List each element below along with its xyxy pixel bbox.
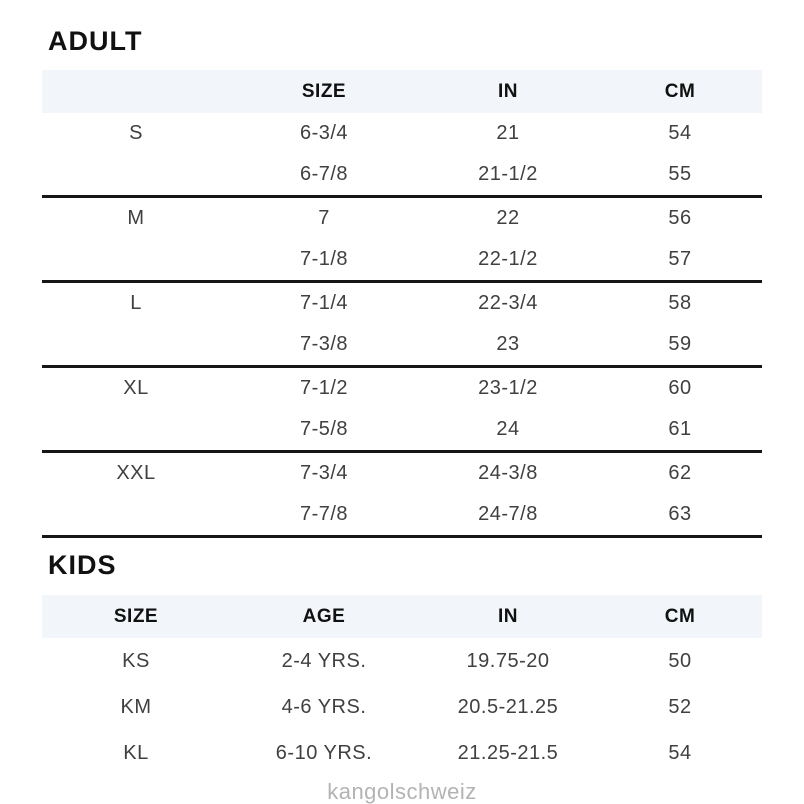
size-label-cell: KS [122,649,150,672]
kids-size-table [42,595,762,776]
adult-column-header-blank [42,70,230,113]
cm-value-cell: 54 [668,741,692,764]
table-row [42,282,762,325]
table-row [42,154,762,197]
size-label-cell: XXL [116,462,156,484]
age-value-cell: 6-10 YRS. [275,741,373,764]
size-label-cell: KM [120,695,152,718]
size-value-cell: 7-1/2 [299,377,349,399]
adult-size-table [42,70,762,538]
cm-value-cell: 50 [668,649,692,672]
table-row [42,684,762,730]
table-row [42,197,762,240]
cm-value-cell: 54 [668,122,692,144]
cm-value-cell: 52 [668,695,692,718]
in-value-cell: 24 [418,409,598,452]
kids-header-row [42,595,762,638]
cm-value-cell: 59 [598,324,762,367]
in-value-cell: 21.25-21.5 [457,741,559,764]
in-value-cell: 22-3/4 [478,292,538,314]
cm-value-cell: 63 [598,494,762,537]
kids-column-header-size: SIZE [42,595,230,638]
age-value-cell: 2-4 YRS. [281,649,367,672]
watermark: kangolschweiz [327,779,477,804]
size-value-cell: 7-3/4 [299,462,349,484]
size-label-cell [42,494,230,537]
size-label-cell: L [130,292,142,314]
size-value-cell: 7-1/8 [230,239,418,282]
size-value-cell: 7-7/8 [230,494,418,537]
size-label-cell [42,239,230,282]
size-label-cell [42,154,230,197]
kids-section-title: KIDS [48,550,117,580]
table-row [42,638,762,684]
size-value-cell: 6-7/8 [230,154,418,197]
adult-column-header-cm: CM [598,70,762,113]
adult-section-title: ADULT [48,26,143,56]
in-value-cell: 23 [418,324,598,367]
size-label-cell [42,409,230,452]
kids-column-header-age: AGE [230,595,418,638]
in-value-cell: 22 [496,207,520,229]
in-value-cell: 22-1/2 [418,239,598,282]
table-row [42,239,762,282]
size-value-cell: 6-3/4 [299,122,349,144]
table-row [42,494,762,537]
table-row [42,113,762,154]
in-value-cell: 21-1/2 [418,154,598,197]
table-row [42,324,762,367]
size-label-cell: S [129,122,143,144]
cm-value-cell: 57 [598,239,762,282]
age-value-cell: 4-6 YRS. [281,695,367,718]
in-value-cell: 21 [496,122,520,144]
cm-value-cell: 58 [668,292,692,314]
size-label-cell: XL [123,377,149,399]
cm-value-cell: 60 [668,377,692,399]
size-value-cell: 7-1/4 [299,292,349,314]
table-row [42,730,762,776]
in-value-cell: 23-1/2 [478,377,538,399]
in-value-cell: 24-3/8 [478,462,538,484]
kids-column-header-cm: CM [598,595,762,638]
in-value-cell: 19.75-20 [466,649,550,672]
table-row [42,409,762,452]
cm-value-cell: 61 [598,409,762,452]
adult-column-header-size: SIZE [230,70,418,113]
table-row [42,452,762,495]
in-value-cell: 20.5-21.25 [457,695,559,718]
cm-value-cell: 62 [668,462,692,484]
cm-value-cell: 55 [598,154,762,197]
table-row [42,367,762,410]
adult-column-header-in: IN [418,70,598,113]
adult-header-row [42,70,762,113]
in-value-cell: 24-7/8 [418,494,598,537]
cm-value-cell: 56 [668,207,692,229]
size-value-cell: 7 [318,207,330,229]
size-value-cell: 7-3/8 [230,324,418,367]
size-label-cell: M [127,207,145,229]
size-value-cell: 7-5/8 [230,409,418,452]
size-label-cell [42,324,230,367]
kids-column-header-in: IN [418,595,598,638]
size-label-cell: KL [123,741,149,764]
